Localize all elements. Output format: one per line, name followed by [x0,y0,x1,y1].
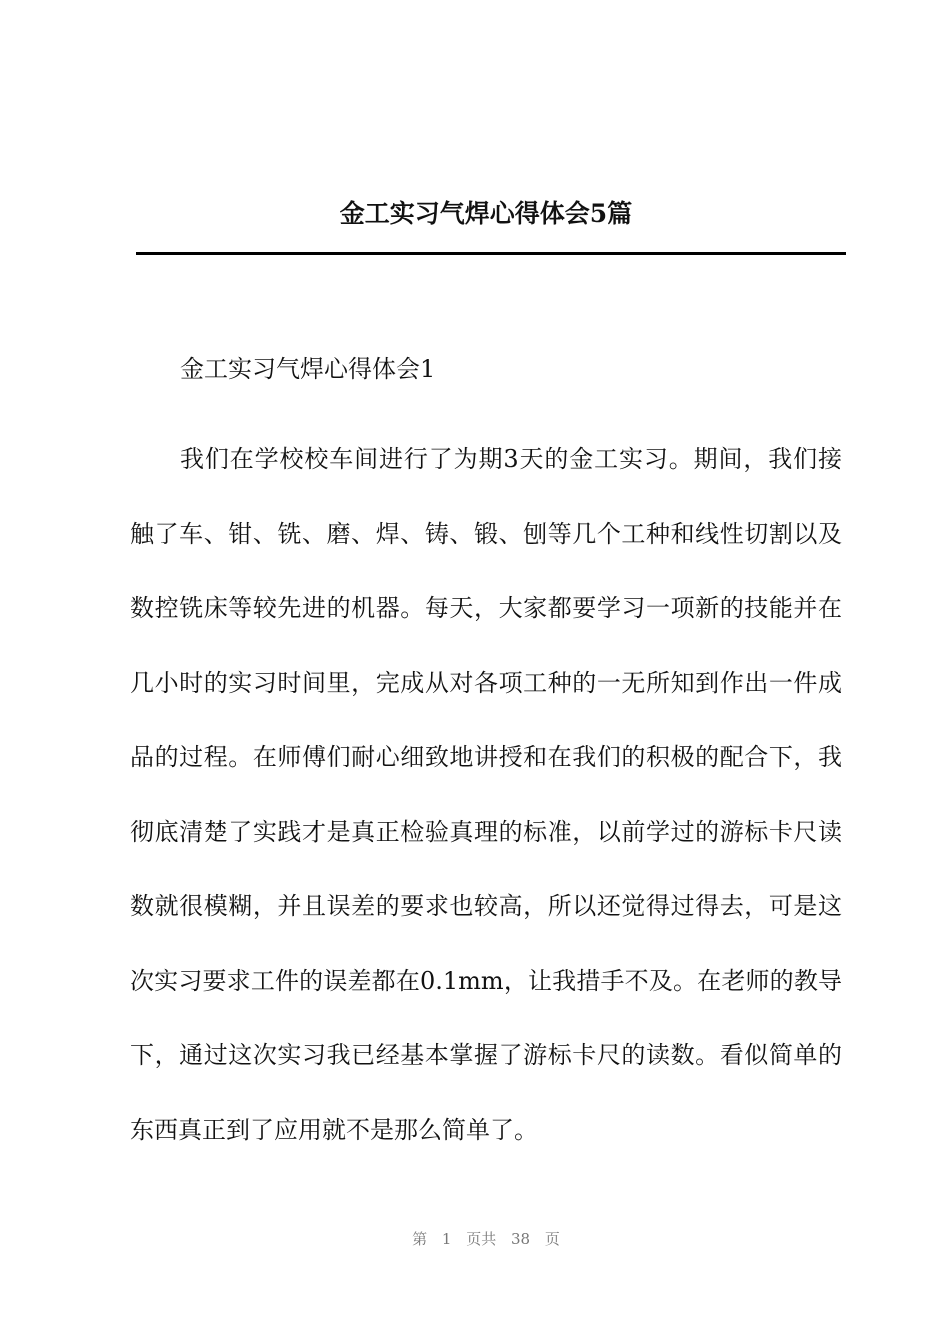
document-title: 金工实习气焊心得体会5篇 [339,199,633,228]
section-heading: 金工实习气焊心得体会1 [180,355,436,383]
page-number-footer: 第 1 页共 38 页 [412,1230,560,1248]
body-paragraph: 我们在学校校车间进行了为期3天的金工实习。期间，我们接触了车、钳、铣、磨、焊、铸、锻、刨等几个工种和线性切割以及数控铣床等较先进的机器。每天，大家都要学习一项新的技能并在几小时的实习时间里，完成从对各项工种的一无所知到作出一件成品的过程。在师傅们耐心细致地讲授和在我们的积极的配合下，我彻底清楚了实践才是真正检验真理的标准，以前学过的游标卡尺读数就很模糊，并且误差的要求也较高，所以还觉得过得去，可是这次实习要求工件的误差都在0.1mm，让我措手不及。在老师的教导下，通过这次实习我已经基本掌握了游标卡尺的读数。看似简单的东西真正到了应用就不是那么简单了。 [130,445,842,1144]
title-divider [136,252,846,255]
